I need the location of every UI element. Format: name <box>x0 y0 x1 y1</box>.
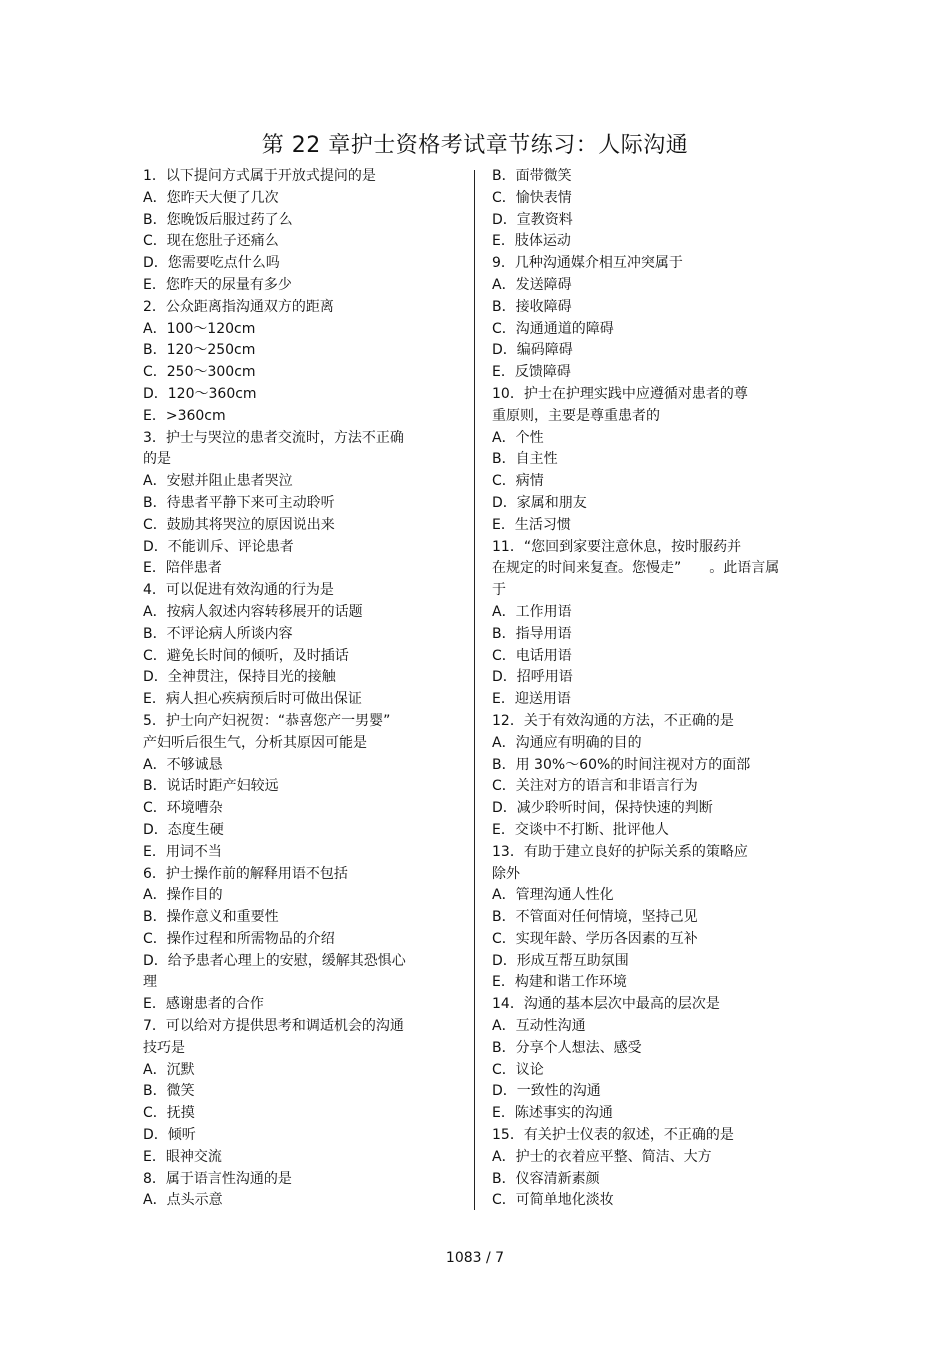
question-line: E．眼神交流 <box>143 1148 222 1165</box>
question-line: E．您昨天的尿量有多少 <box>143 276 292 293</box>
question-line: E．陪伴患者 <box>143 560 222 577</box>
question-line: D．招呼用语 <box>492 669 573 686</box>
question-line: 4．可以促进有效沟通的行为是 <box>143 582 334 599</box>
question-line: B．指导用语 <box>492 625 572 642</box>
question-line: C．鼓励其将哭泣的原因说出来 <box>143 516 335 533</box>
question-line: E．交谈中不打断、批评他人 <box>492 821 669 838</box>
question-line: C．病情 <box>492 473 544 490</box>
question-line: C．250～300cm <box>143 364 256 381</box>
question-line: D．全神贯注，保持目光的接触 <box>143 669 336 686</box>
question-line: D．态度生硬 <box>143 821 224 838</box>
question-line: C．操作过程和所需物品的介绍 <box>143 930 335 947</box>
question-line: E．生活习惯 <box>492 516 571 533</box>
right-column <box>492 166 802 1212</box>
question-line: B．待患者平静下来可主动聆听 <box>143 494 335 511</box>
question-line: 2．公众距离指沟通双方的距离 <box>143 298 334 315</box>
question-line: C．电话用语 <box>492 647 572 664</box>
question-line: C．抚摸 <box>143 1105 195 1122</box>
question-line: D．减少聆听时间，保持快速的判断 <box>492 800 713 817</box>
question-line: 8．属于语言性沟通的是 <box>143 1170 292 1187</box>
question-line: 除外 <box>492 865 520 882</box>
question-line: 的是 <box>143 451 171 468</box>
question-line: A．个性 <box>492 429 544 446</box>
question-line: E．感谢患者的合作 <box>143 996 264 1013</box>
question-line: C．愉快表情 <box>492 189 572 206</box>
question-line: A．管理沟通人性化 <box>492 887 614 904</box>
question-line: B．接收障碍 <box>492 298 572 315</box>
question-line: E．迎送用语 <box>492 691 571 708</box>
question-line: A．不够诚恳 <box>143 756 223 773</box>
question-line: 15．有关护士仪表的叙述，不正确的是 <box>492 1127 734 1144</box>
page-title: 第 22 章护士资格考试章节练习：人际沟通 <box>261 133 689 158</box>
question-line: C．实现年龄、学历各因素的互补 <box>492 930 698 947</box>
question-line: B．自主性 <box>492 451 558 468</box>
column-divider <box>474 170 475 1210</box>
question-line: 7．可以给对方提供思考和调适机会的沟通 <box>143 1018 404 1035</box>
question-line: A．按病人叙述内容转移展开的话题 <box>143 603 363 620</box>
question-line: 3．护士与哭泣的患者交流时，方法不正确 <box>143 429 404 446</box>
question-line: C．环境嘈杂 <box>143 800 223 817</box>
question-line: E．陈述事实的沟通 <box>492 1105 613 1122</box>
question-line: 9．几种沟通媒介相互冲突属于 <box>492 255 683 272</box>
question-line: 11．“您回到家要注意休息，按时服药并 <box>492 538 742 555</box>
question-line: 理 <box>143 974 157 991</box>
question-line: E．用词不当 <box>143 843 222 860</box>
question-line: B．面带微笑 <box>492 168 572 184</box>
question-line: A．点头示意 <box>143 1192 223 1209</box>
question-line: D．不能训斥、评论患者 <box>143 538 294 555</box>
question-line: C．可简单地化淡妆 <box>492 1192 614 1209</box>
question-line: C．现在您肚子还痛么 <box>143 233 279 250</box>
question-line: D．给予患者心理上的安慰，缓解其恐惧心 <box>143 952 406 969</box>
question-line: D．120～360cm <box>143 385 257 402</box>
question-line: 14．沟通的基本层次中最高的层次是 <box>492 996 720 1013</box>
question-line: 产妇听后很生气，分析其原因可能是 <box>143 734 367 751</box>
question-line: 6．护士操作前的解释用语不包括 <box>143 865 348 882</box>
question-line: 1．以下提问方式属于开放式提问的是 <box>143 168 376 184</box>
question-line: C．关注对方的语言和非语言行为 <box>492 778 698 795</box>
question-line: A．护士的衣着应平整、简洁、大方 <box>492 1148 712 1165</box>
question-line: D．您需要吃点什么吗 <box>143 255 280 272</box>
page-number: 1083 / 7 <box>445 1250 505 1266</box>
question-line: D．宣教资料 <box>492 211 573 228</box>
question-line: B．微笑 <box>143 1083 195 1100</box>
question-line: A．安慰并阻止患者哭泣 <box>143 473 293 490</box>
question-line: E．病人担心疾病预后时可做出保证 <box>143 691 362 708</box>
question-line: A．100～120cm <box>143 320 256 337</box>
question-line: D．倾听 <box>143 1127 196 1144</box>
question-line: B．分享个人想法、感受 <box>492 1039 642 1056</box>
question-line: 12．关于有效沟通的方法，不正确的是 <box>492 712 734 729</box>
question-line: A．沉默 <box>143 1061 195 1078</box>
question-line: 13．有助于建立良好的护际关系的策略应 <box>492 843 748 860</box>
question-line: A．您昨天大便了几次 <box>143 189 279 206</box>
question-line: D．形成互帮互助氛围 <box>492 952 629 969</box>
question-line: A．操作目的 <box>143 887 223 904</box>
question-line: E．构建和谐工作环境 <box>492 974 627 991</box>
question-line: A．沟通应有明确的目的 <box>492 734 642 751</box>
question-line: C．避免长时间的倾听，及时插话 <box>143 647 349 664</box>
question-line: D．一致性的沟通 <box>492 1083 601 1100</box>
question-line: 重原则，主要是尊重患者的 <box>492 407 660 424</box>
question-line: 技巧是 <box>143 1039 185 1056</box>
question-line: B．说话时距产妇较远 <box>143 778 279 795</box>
question-line: D．家属和朋友 <box>492 494 587 511</box>
question-line: E．>360cm <box>143 407 226 424</box>
question-line: C．议论 <box>492 1061 544 1078</box>
question-line: 10．护士在护理实践中应遵循对患者的尊 <box>492 385 748 402</box>
question-line: B．不管面对任何情境，坚持己见 <box>492 909 698 926</box>
question-line: B．120～250cm <box>143 342 256 359</box>
question-line: 于 <box>492 582 506 599</box>
question-line: C．沟通通道的障碍 <box>492 320 614 337</box>
question-line: E．反馈障碍 <box>492 364 571 381</box>
question-line: D．编码障碍 <box>492 342 573 359</box>
question-line: A．互动性沟通 <box>492 1018 586 1035</box>
question-line: B．仪容清新素颜 <box>492 1170 600 1187</box>
question-line: B．不评论病人所谈内容 <box>143 625 293 642</box>
question-line: A．发送障碍 <box>492 276 572 293</box>
question-line: B．您晚饭后服过药了么 <box>143 211 293 228</box>
question-line: B．操作意义和重要性 <box>143 909 279 926</box>
question-line: 在规定的时间来复查。您慢走” 。此语言属 <box>492 560 780 577</box>
question-line: E．肢体运动 <box>492 233 571 250</box>
question-line: B．用 30%～60%的时间注视对方的面部 <box>492 756 751 773</box>
left-column <box>143 166 433 1212</box>
question-line: A．工作用语 <box>492 603 572 620</box>
question-line: 5．护士向产妇祝贺：“恭喜您产一男婴” <box>143 712 391 729</box>
